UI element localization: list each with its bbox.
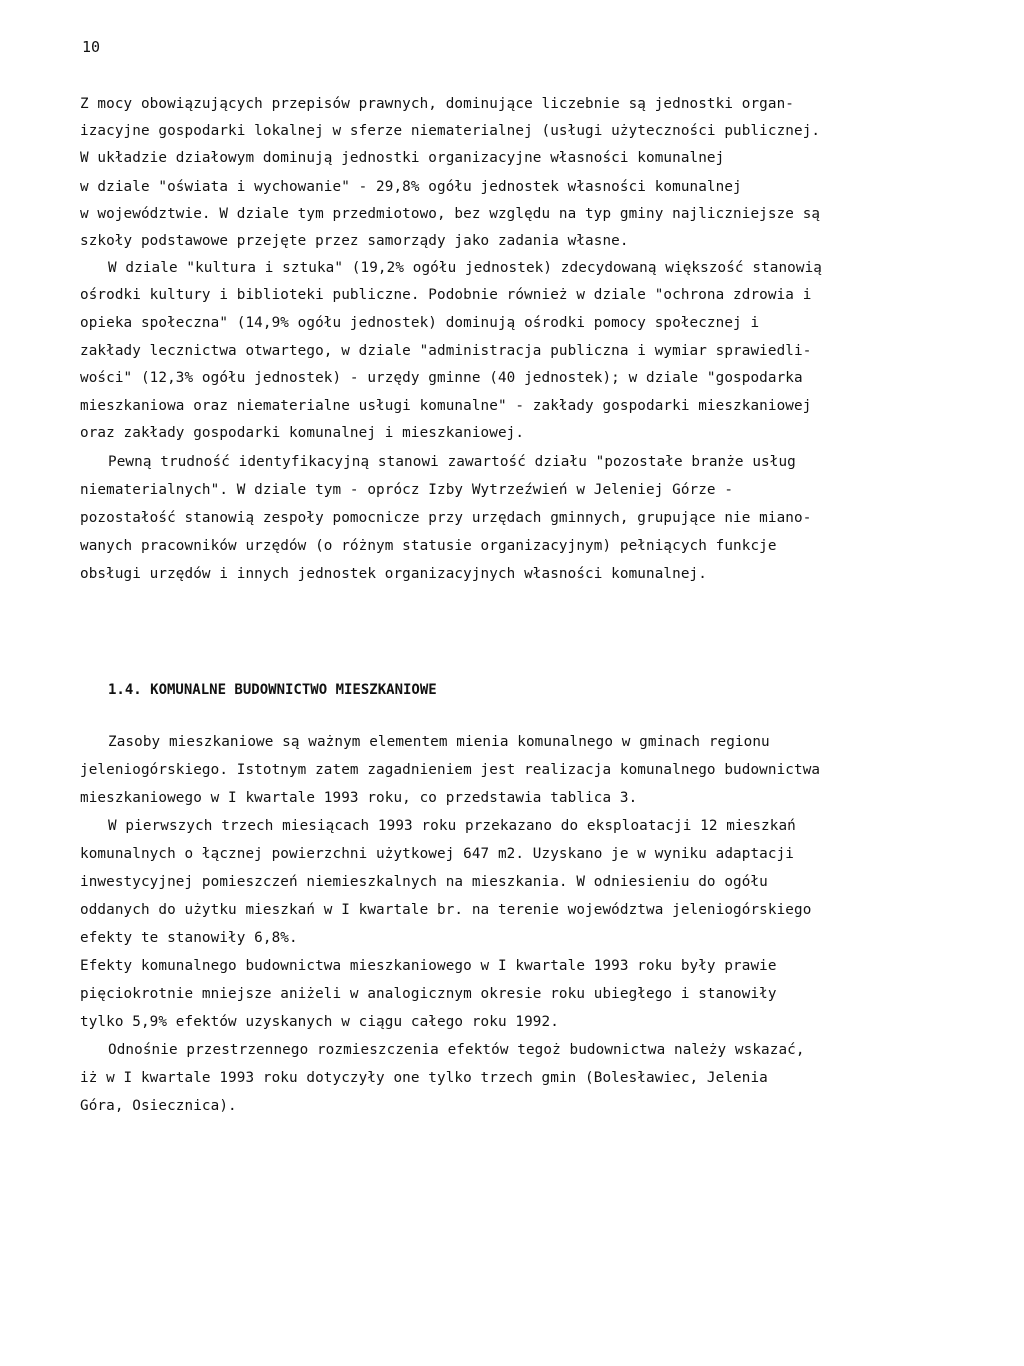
section-heading: 1.4. KOMUNALNE BUDOWNICTWO MIESZKANIOWE	[108, 682, 437, 698]
text-line: wości" (12,3% ogółu jednostek) - urzędy gminne (40 jednostek); w dziale "gospodarka	[80, 370, 803, 386]
text-line: w województwie. W dziale tym przedmiotowo, bez względu na typ gminy najliczniejsze są	[80, 206, 821, 222]
text-line: tylko 5,9% efektów uzyskanych w ciągu całego roku 1992.	[80, 1014, 559, 1030]
text-line: Pewną trudność identyfikacyjną stanowi zawartość działu "pozostałe branże usług	[108, 454, 796, 470]
text-line: niematerialnych". W dziale tym - oprócz Izby Wytrzeźwień w Jeleniej Górze -	[80, 482, 734, 498]
text-line: mieszkaniowego w I kwartale 1993 roku, co przedstawia tablica 3.	[80, 790, 638, 806]
page-number: 10	[82, 38, 101, 56]
text-line: inwestycyjnej pomieszczeń niemieszkalnych na mieszkania. W odniesieniu do ogółu	[80, 874, 768, 890]
text-line: zakłady lecznictwa otwartego, w dziale "administracja publiczna i wymiar sprawiedli-	[80, 343, 812, 359]
text-line: szkoły podstawowe przejęte przez samorządy jako zadania własne.	[80, 233, 629, 249]
text-line: ośrodki kultury i biblioteki publiczne. Podobnie również w dziale "ochrona zdrowia i	[80, 287, 812, 303]
text-line: Zasoby mieszkaniowe są ważnym elementem mienia komunalnego w gminach regionu	[108, 734, 770, 750]
text-line: efekty te stanowiły 6,8%.	[80, 930, 298, 946]
text-line: Z mocy obowiązujących przepisów prawnych, dominujące liczebnie są jednostki organ-	[80, 96, 795, 112]
text-line: jeleniogórskiego. Istotnym zatem zagadnieniem jest realizacja komunalnego budownictwa	[80, 762, 821, 778]
text-line: izacyjne gospodarki lokalnej w sferze niematerialnej (usługi użyteczności publicznej.	[80, 123, 821, 139]
text-line: iż w I kwartale 1993 roku dotyczyły one tylko trzech gmin (Bolesławiec, Jelenia	[80, 1070, 768, 1086]
text-line: obsługi urzędów i innych jednostek organizacyjnych własności komunalnej.	[80, 566, 707, 582]
text-line: wanych pracowników urzędów (o różnym statusie organizacyjnym) pełniących funkcje	[80, 538, 777, 554]
text-line: Góra, Osiecznica).	[80, 1098, 237, 1114]
text-line: oddanych do użytku mieszkań w I kwartale br. na terenie województwa jeleniogórskiego	[80, 902, 812, 918]
text-line: opieka społeczna" (14,9% ogółu jednostek) dominują ośrodki pomocy społecznej i	[80, 315, 760, 331]
text-line: oraz zakłady gospodarki komunalnej i mieszkaniowej.	[80, 425, 525, 441]
text-line: W pierwszych trzech miesiącach 1993 roku przekazano do eksploatacji 12 mieszkań	[108, 818, 796, 834]
text-line: W dziale "kultura i sztuka" (19,2% ogółu jednostek) zdecydowaną większość stanowią	[108, 260, 823, 276]
text-line: w dziale "oświata i wychowanie" - 29,8% ogółu jednostek własności komunalnej	[80, 179, 742, 195]
text-line: komunalnych o łącznej powierzchni użytkowej 647 m2. Uzyskano je w wyniku adaptacji	[80, 846, 795, 862]
text-line: mieszkaniowa oraz niematerialne usługi komunalne" - zakłady gospodarki mieszkaniowej	[80, 398, 812, 414]
text-line: W układzie działowym dominują jednostki organizacyjne własności komunalnej	[80, 150, 725, 166]
text-line: Odnośnie przestrzennego rozmieszczenia efektów tegoż budownictwa należy wskazać,	[108, 1042, 805, 1058]
text-line: pozostałość stanowią zespoły pomocnicze przy urzędach gminnych, grupujące nie miano-	[80, 510, 812, 526]
text-line: Efekty komunalnego budownictwa mieszkaniowego w I kwartale 1993 roku były prawie	[80, 958, 777, 974]
text-line: pięciokrotnie mniejsze aniżeli w analogicznym okresie roku ubiegłego i stanowiły	[80, 986, 777, 1002]
